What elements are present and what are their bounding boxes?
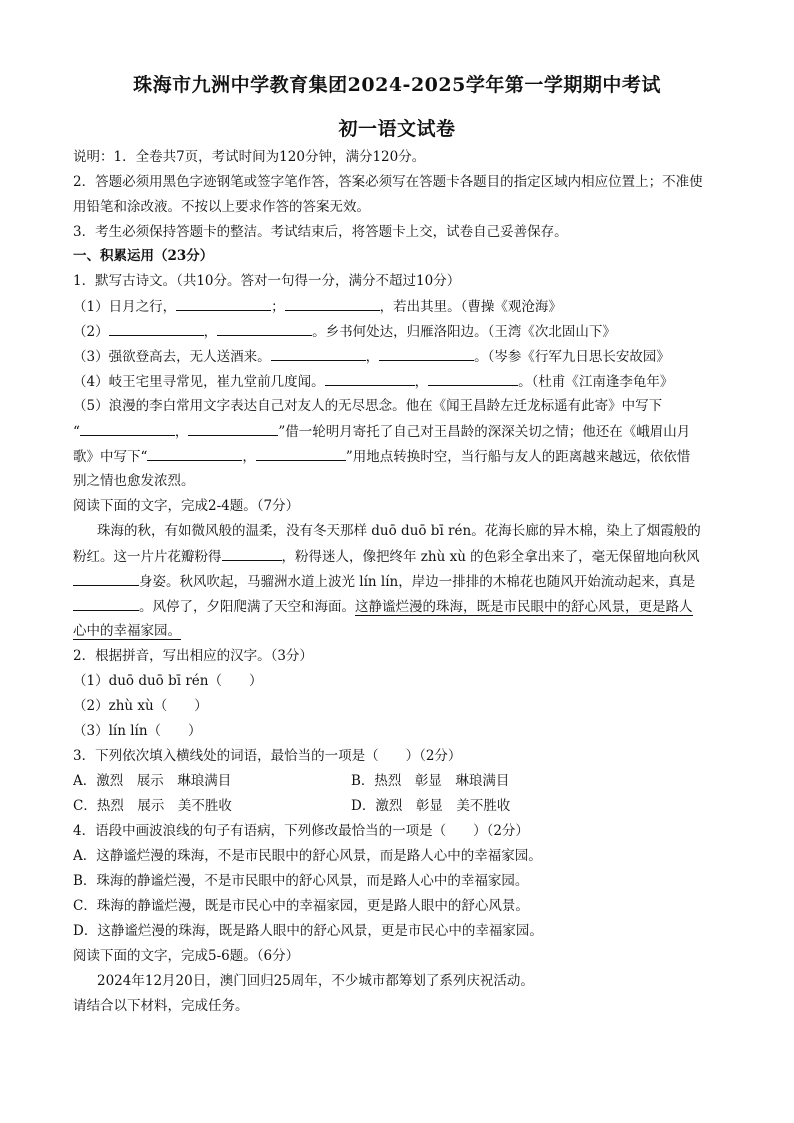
instruction-line: 3．考生必须保持答题卡的整洁。考试结束后，将答题卡上交，试卷自己妥善保存。 (73, 224, 568, 240)
item-text: 。（杜甫《江南逢李龟年》 (518, 374, 674, 390)
answer-blank[interactable] (379, 346, 474, 361)
option-a[interactable]: A．这静谧烂漫的珠海，不是市民眼中的舒心风景，而是路人心中的幸福家园。 (73, 848, 542, 864)
question-stem: 4．语段中画波浪线的句子有语病，下列修改最恰当的一项是（ ）（2分） (73, 823, 529, 839)
option-c[interactable]: C．热烈 展示 美不胜收 (73, 798, 232, 814)
item-text: ， (242, 449, 256, 465)
item-text: （4）岐王宅里寻常见，崔九堂前几度闻。 (73, 374, 325, 390)
item-text: （3）强欲登高去，无人送酒来。 (73, 349, 271, 365)
answer-blank[interactable] (73, 571, 139, 586)
answer-blank[interactable] (271, 346, 366, 361)
question-item: （1）duō duō bī rén（ ） (73, 673, 263, 689)
passage-line (73, 546, 721, 566)
option-b[interactable]: B．热烈 彰显 琳琅满目 (351, 773, 510, 789)
answer-blank[interactable] (73, 596, 139, 611)
answer-blank[interactable] (147, 446, 242, 461)
item-text: “ (73, 424, 80, 440)
item-text: ”用地点转换时空，当行船与友人的距离越来越远，依依惜 (345, 449, 691, 465)
passage-text: 身姿。秋风吹起，马骝洲水道上波光 lín lín，岸边一排排的木棉花也随风开始流动起来，真是 (139, 574, 696, 590)
exam-title: 珠海市九洲中学教育集团2024-2025学年第一学期期中考试 (133, 74, 661, 96)
option-row (73, 796, 721, 816)
answer-blank[interactable] (176, 296, 271, 311)
answer-blank[interactable] (428, 371, 518, 386)
option-a[interactable]: A．激烈 展示 琳琅满目 (73, 773, 232, 789)
item-text: （1）日月之行， (73, 299, 177, 315)
option-row (73, 771, 721, 791)
wavy-underlined-sentence: 心中的幸福家园。 (73, 623, 181, 639)
question-item (73, 421, 721, 441)
item-text: ， (174, 424, 189, 440)
item-text: ， (414, 374, 429, 390)
question-stem: 1．默写古诗文。（共10分。答对一句得一分，满分不超过10分） (73, 273, 461, 289)
passage-line: 请结合以下材料，完成任务。 (73, 998, 249, 1014)
option-b[interactable]: B．珠海的静谧烂漫，不是市民眼中的舒心风景，而是路人心中的幸福家园。 (73, 873, 529, 889)
question-stem: 2．根据拼音，写出相应的汉字。（3分） (73, 648, 313, 664)
item-text: ； (271, 299, 285, 315)
passage-line (73, 596, 721, 616)
reading-intro: 阅读下面的文字，完成2-4题。（7分） (73, 498, 300, 514)
reading-intro: 阅读下面的文字，完成5-6题。（6分） (73, 948, 300, 964)
item-text: 歌》中写下“ (73, 449, 148, 465)
item-text: ”借一轮明月寄托了自己对王昌龄的深深关切之情；他还在《峨眉山月 (278, 424, 691, 440)
passage-line: 2024年12月20日，澳门回归25周年，不少城市都筹划了系列庆祝活动。 (97, 973, 534, 989)
question-item (73, 346, 721, 366)
passage-text: 粉红。这一片片花瓣粉得 (73, 549, 222, 565)
answer-blank[interactable] (325, 371, 415, 386)
item-text: ， (203, 324, 218, 340)
question-item: （5）浪漫的李白常用文字表达自己对友人的无尽思念。他在《闻王昌龄左迁龙标遥有此寄》中写下 (73, 398, 663, 414)
option-d[interactable]: D．这静谧烂漫的珠海，既是路人眼中的舒心风景，更是市民心中的幸福家园。 (73, 923, 543, 939)
answer-blank[interactable] (217, 321, 312, 336)
question-item: （3）lín lín（ ） (73, 723, 202, 739)
instruction-line: 用铅笔和涂改液。不按以上要求作答的答案无效。 (73, 199, 370, 215)
passage-line (73, 571, 721, 591)
option-c[interactable]: C．珠海的静谧烂漫，既是市民心中的幸福家园，更是路人眼中的舒心风景。 (73, 898, 529, 914)
passage-text: 。风停了，夕阳爬满了天空和海面。 (139, 599, 355, 615)
answer-blank[interactable] (256, 446, 346, 461)
question-item (73, 371, 721, 391)
instruction-line: 2．答题必须用黑色字迹钢笔或签字笔作答，答案必须写在答题卡各题目的指定区域内相应位置上；不准使 (73, 174, 703, 190)
passage-line (73, 621, 721, 641)
instruction-line: 说明：1．全卷共7页，考试时间为120分钟，满分120分。 (73, 149, 426, 165)
exam-subtitle: 初一语文试卷 (338, 118, 456, 140)
question-stem: 3．下列依次填入横线处的词语，最恰当的一项是（ ）（2分） (73, 748, 462, 764)
passage-line: 珠海的秋，有如微风般的温柔，没有冬天那样 duō duō bī rén。花海长廊的异木棉，染上了烟霞般的 (97, 523, 701, 539)
option-d[interactable]: D．激烈 彰显 美不胜收 (351, 798, 511, 814)
answer-blank[interactable] (80, 421, 175, 436)
passage-text: ，粉得迷人，像把终年 zhù xù 的色彩全拿出来了，毫无保留地向秋风 (281, 549, 700, 565)
item-text: 。（岑参《行军九日思长安故园》 (474, 349, 670, 365)
question-item (73, 296, 721, 316)
item-text: ，若出其里。（曹操《观沧海》 (379, 299, 562, 315)
question-item (73, 321, 721, 341)
answer-blank[interactable] (222, 546, 282, 561)
question-item: （2）zhù xù（ ） (73, 698, 208, 714)
wavy-underlined-sentence: 这静谧烂漫的珠海，既是市民眼中的舒心风景，更是路人 (355, 599, 693, 615)
question-item: 别之情也愈发浓烈。 (73, 473, 195, 489)
item-text: ， (365, 349, 380, 365)
question-item (73, 446, 721, 466)
answer-blank[interactable] (109, 321, 204, 336)
answer-blank[interactable] (285, 296, 380, 311)
item-text: （2） (73, 324, 109, 340)
section-heading: 一、积累运用（23分） (73, 248, 214, 264)
answer-blank[interactable] (188, 421, 278, 436)
item-text: 。乡书何处达，归雁洛阳边。（王湾《次北固山下》 (312, 324, 616, 340)
